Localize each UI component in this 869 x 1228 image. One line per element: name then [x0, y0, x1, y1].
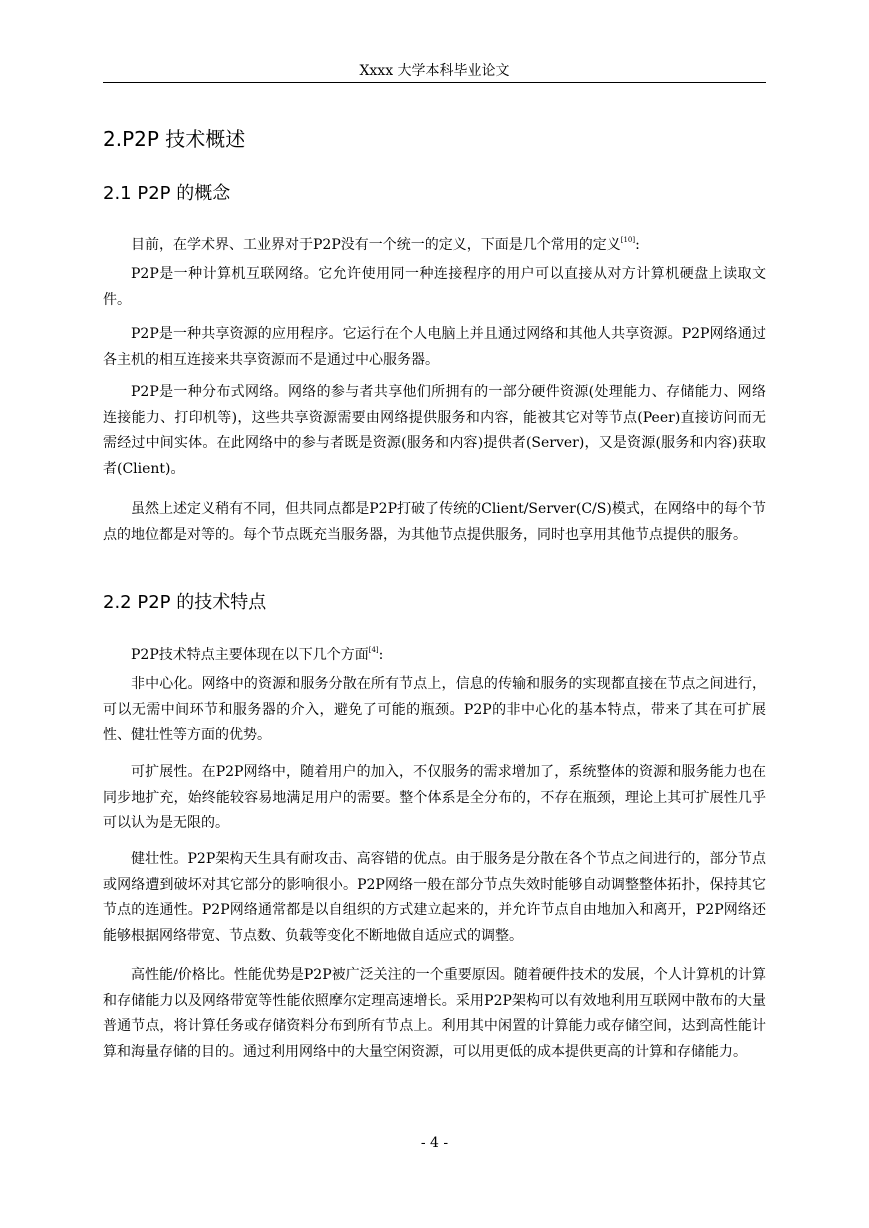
- page-number: - 4 -: [420, 1135, 449, 1151]
- paragraph: P2P是一种共享资源的应用程序。它运行在个人电脑上并且通过网络和其他人共享资源。P2P网络通过各主机的相互连接来共享资源而不是通过中心服务器。: [103, 326, 766, 368]
- chapter-title: 2.P2P 技术概述: [103, 127, 246, 151]
- paragraph: P2P技术特点主要体现在以下几个方面[4]:: [131, 646, 384, 663]
- citation-ref: [10]: [620, 236, 636, 244]
- citation-ref: [4]: [368, 646, 379, 654]
- header-rule: [103, 82, 766, 83]
- paragraph: 非中心化。网络中的资源和服务分散在所有节点上，信息的传输和服务的实现都直接在节点之间进行，可以无需中间环节和服务器的介入，避免了可能的瓶颈。P2P的非中心化的基本特点，带来了其在可扩展性、健壮性等方面的优势。: [103, 676, 766, 743]
- paragraph: 健壮性。P2P架构天生具有耐攻击、高容错的优点。由于服务是分散在各个节点之间进行的，部分节点或网络遭到破坏对其它部分的影响很小。P2P网络一般在部分节点失效时能够自动调整整体拓扑，保持其它节点的连通性。P2P网络通常都是以自组织的方式建立起来的，并允许节点自由地加入和离开，P2P网络还能够根据网络带宽、节点数、负载等变化不断地做自适应式的调整。: [103, 851, 766, 944]
- page-header: Xxxx 大学本科毕业论文: [359, 63, 510, 79]
- paragraph: 目前，在学术界、工业界对于P2P没有一个统一的定义，下面是几个常用的定义[10]:: [131, 236, 640, 253]
- paragraph: P2P是一种计算机互联网络。它允许使用同一种连接程序的用户可以直接从对方计算机硬盘上读取文件。: [103, 266, 766, 308]
- paragraph: 高性能/价格比。性能优势是P2P被广泛关注的一个重要原因。随着硬件技术的发展，个人计算机的计算和存储能力以及网络带宽等性能依照摩尔定理高速增长。采用P2P架构可以有效地利用互联网中散布的大量普通节点，将计算任务或存储资料分布到所有节点上。利用其中闲置的计算能力或存储空间，达到高性能计算和海量存储的目的。通过利用网络中的大量空闲资源，可以用更低的成本提供更高的计算和存储能力。: [103, 967, 766, 1060]
- paragraph: 可扩展性。在P2P网络中，随着用户的加入，不仅服务的需求增加了，系统整体的资源和服务能力也在同步地扩充，始终能较容易地满足用户的需要。整个体系是全分布的，不存在瓶颈，理论上其可扩展性几乎可以认为是无限的。: [103, 764, 766, 831]
- section-title-2-2: 2.2 P2P 的技术特点: [103, 592, 267, 613]
- paragraph: P2P是一种分布式网络。网络的参与者共享他们所拥有的一部分硬件资源(处理能力、存储能力、网络连接能力、打印机等)，这些共享资源需要由网络提供服务和内容，能被其它对等节点(Peer)直接访问而无需经过中间实体。在此网络中的参与者既是资源(服务和内容)提供者(Server)，又是资源(服务和内容)获取者(Client)。: [103, 384, 766, 477]
- paragraph: 虽然上述定义稍有不同，但共同点都是P2P打破了传统的Client/Server(C/S)模式，在网络中的每个节点的地位都是对等的。每个节点既充当服务器，为其他节点提供服务，同时也享用其他节点提供的服务。: [103, 501, 766, 543]
- section-title-2-1: 2.1 P2P 的概念: [103, 183, 231, 204]
